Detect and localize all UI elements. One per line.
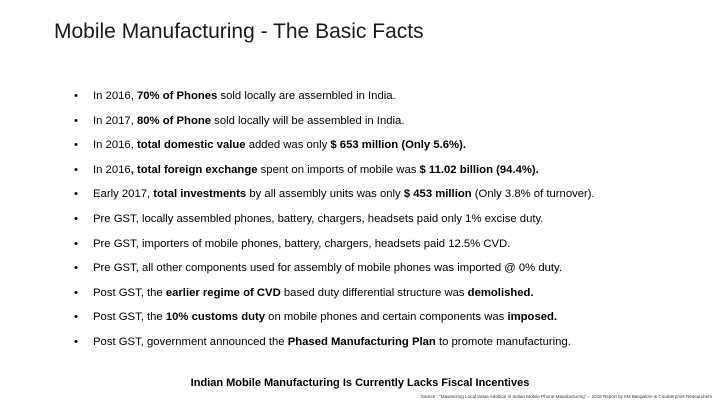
bullet-bold-text: 70% of Phones: [136, 90, 218, 102]
bullet-text: In 2016: [93, 163, 131, 176]
bullet-bold-text: demolished.: [467, 286, 534, 299]
bullet-text: Post GST, the: [93, 311, 166, 324]
bullet-item: [74, 136, 595, 161]
bullet-item: [74, 161, 595, 186]
bullet-bold-text: total investments: [153, 188, 247, 201]
bullet-item: [74, 235, 595, 260]
bullet-text: Pre GST, importers of mobile phones, battery, chargers, headsets paid 12.5% CVD.: [93, 237, 511, 250]
bullet-bold-text: imposed.: [507, 311, 558, 324]
bullet-text: sold locally are assembled in India.: [217, 90, 396, 102]
slide-title: Mobile Manufacturing - The Basic Facts: [54, 20, 424, 43]
bullet-item: [74, 333, 595, 358]
bullet-text: Pre GST, locally assembled phones, battery, chargers, headsets paid only 1% excise duty.: [93, 212, 544, 225]
bullet-bold-text: earlier regime of CVD: [165, 286, 281, 299]
bullet-text: added was only: [245, 139, 331, 152]
bullet-text: spent on imports of mobile was: [257, 163, 420, 176]
bullet-text: (Only 3.8% of turnover).: [471, 188, 595, 201]
bullet-text: sold locally will be assembled in India.: [211, 114, 405, 127]
bullet-text: Pre GST, all other components used for assembly of mobile phones was imported @ 0% duty.: [93, 262, 563, 275]
bullet-list: [74, 87, 595, 358]
bullet-bold-text: $ 11.02 billion (94.4%).: [419, 163, 539, 176]
bullet-text: based duty differential structure was: [280, 286, 468, 299]
bullet-text: Post GST, government announced the: [93, 335, 288, 348]
bullet-text: by all assembly units was only: [246, 188, 404, 201]
bullet-item: [74, 87, 595, 112]
bullet-item: [74, 308, 595, 333]
source-citation: Source : "Maximizing Local Value Addition in Indian Mobile Phone Manufacturing" – 2016 Report by IIM Bangalore & Counterpoint Researchers: [420, 394, 712, 399]
bullet-text: Early 2017,: [93, 188, 154, 201]
bullet-item: [74, 284, 595, 309]
bullet-bold-text: 80% of Phone: [136, 114, 212, 127]
bullet-bold-text: Phased Manufacturing Plan: [287, 335, 436, 348]
bullet-text: In 2016,: [93, 139, 137, 152]
bullet-text: Post GST, the: [93, 286, 166, 299]
bullet-item: [74, 112, 595, 137]
bullet-text: on mobile phones and certain components was: [265, 311, 508, 324]
bullet-bold-text: 10% customs duty: [165, 311, 266, 324]
bullet-item: [74, 259, 595, 284]
bullet-text: In 2016,: [93, 90, 137, 102]
bullet-text: In 2017,: [93, 114, 137, 127]
footer-statement: Indian Mobile Manufacturing Is Currently Lacks Fiscal Incentives: [190, 377, 530, 389]
bullet-item: [74, 210, 595, 235]
bullet-bold-text: $ 453 million: [403, 188, 472, 201]
bullet-bold-text: , total foreign exchange: [130, 163, 258, 176]
bullet-bold-text: $ 653 million (Only 5.6%).: [330, 139, 466, 152]
bullet-bold-text: total domestic value: [136, 139, 246, 152]
bullet-item: [74, 185, 595, 210]
bullet-text: to promote manufacturing.: [435, 335, 571, 348]
